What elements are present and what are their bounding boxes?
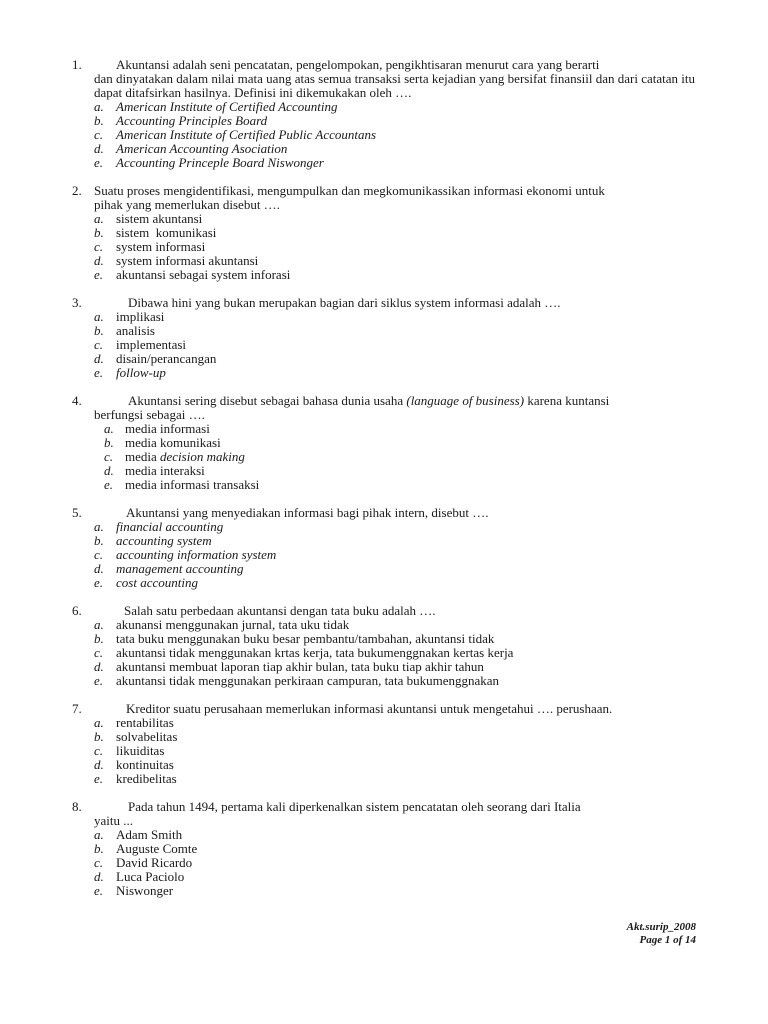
option-letter: c.	[104, 449, 114, 464]
question-text-continued: berfungsi sebagai ….	[94, 407, 205, 422]
option-text: media informasi	[125, 421, 210, 436]
option-text: Luca Paciolo	[116, 869, 185, 884]
option-d	[72, 142, 712, 156]
question-3	[72, 296, 712, 380]
question-text-part: Akuntansi sering disebut sebagai bahasa dunia usaha	[128, 393, 407, 408]
question-4	[72, 394, 712, 492]
option-letter: a.	[94, 715, 104, 730]
option-a	[72, 828, 712, 842]
question-text: Salah satu perbedaan akuntansi dengan tata buku adalah ….	[124, 603, 436, 618]
question-stem	[72, 58, 712, 100]
question-text: Kreditor suatu perusahaan memerlukan informasi akuntansi untuk mengetahui …. perushaan.	[126, 701, 613, 716]
option-text: likuiditas	[116, 743, 165, 758]
option-text: David Ricardo	[116, 855, 193, 870]
option-e	[72, 478, 712, 492]
page-footer	[627, 921, 696, 947]
option-text-italic: decision making	[160, 449, 245, 464]
question-5	[72, 506, 712, 590]
question-text: Akuntansi yang menyediakan informasi bagi pihak intern, disebut ….	[126, 505, 489, 520]
option-e	[72, 366, 712, 380]
option-b	[72, 632, 712, 646]
footer-author: Akt.surip_2008	[626, 921, 696, 933]
option-letter: c.	[94, 337, 104, 352]
option-text: kontinuitas	[116, 757, 174, 772]
question-text-continued: pihak yang memerlukan disebut ….	[94, 197, 280, 212]
question-text: Akuntansi adalah seni pencatatan, pengelompokan, pengikhtisaran menurut cara yang berarti	[116, 57, 600, 72]
option-text: implementasi	[116, 337, 187, 352]
option-letter: a.	[94, 519, 104, 534]
option-text: akuntansi membuat laporan tiap akhir bulan, tata buku tiap akhir tahun	[116, 659, 484, 674]
option-b	[72, 534, 712, 548]
option-letter: e.	[94, 771, 104, 786]
option-a	[72, 422, 712, 436]
question-text-part: karena kuntansi	[524, 393, 610, 408]
option-c	[72, 240, 712, 254]
question-stem	[72, 604, 712, 618]
option-e	[72, 268, 712, 282]
option-text: accounting system	[116, 533, 212, 548]
option-d	[72, 870, 712, 884]
question-text	[94, 394, 712, 408]
option-letter: c.	[94, 645, 104, 660]
question-number: 2.	[72, 183, 82, 198]
option-text: Auguste Comte	[116, 841, 198, 856]
option-d	[72, 758, 712, 772]
option-d	[72, 254, 712, 268]
question-7	[72, 702, 712, 786]
option-letter: c.	[94, 855, 104, 870]
question-6	[72, 604, 712, 688]
option-letter: e.	[94, 365, 104, 380]
option-text: media interaksi	[125, 463, 205, 478]
option-letter: a.	[94, 309, 104, 324]
question-stem	[72, 296, 712, 310]
question-1	[72, 58, 712, 170]
option-text: financial accounting	[116, 519, 224, 534]
option-text: management accounting	[116, 561, 244, 576]
option-text: solvabelitas	[116, 729, 178, 744]
option-c	[72, 338, 712, 352]
option-b	[72, 324, 712, 338]
option-text: cost accounting	[116, 575, 198, 590]
option-c	[72, 450, 712, 464]
option-c	[72, 646, 712, 660]
option-letter: b.	[94, 113, 104, 128]
option-text: analisis	[116, 323, 155, 338]
option-c	[72, 856, 712, 870]
question-text-continued: dan dinyatakan dalam nilai mata uang atas semua transaksi serta kejadian yang bersifat finansiil dan dari catatan itu dapat ditafsirkan hasilnya. Definisi ini dikemukakan oleh ….	[94, 71, 696, 100]
question-text-italic: (language of business)	[406, 393, 525, 408]
option-letter: e.	[94, 673, 104, 688]
option-letter: e.	[104, 477, 114, 492]
option-text: accounting information system	[116, 547, 277, 562]
option-letter: b.	[94, 841, 104, 856]
option-c	[72, 744, 712, 758]
option-b	[72, 842, 712, 856]
question-number: 7.	[72, 701, 82, 716]
option-letter: b.	[94, 729, 104, 744]
option-text: tata buku menggunakan buku besar pembantu/tambahan, akuntansi tidak	[116, 631, 495, 646]
option-text: sistem akuntansi	[116, 211, 203, 226]
question-number: 6.	[72, 603, 82, 618]
option-d	[72, 562, 712, 576]
option-b	[72, 436, 712, 450]
option-a	[72, 212, 712, 226]
question-8	[72, 800, 712, 898]
question-stem	[72, 184, 712, 212]
option-letter: d.	[94, 253, 104, 268]
option-letter: d.	[94, 141, 104, 156]
option-letter: b.	[94, 225, 104, 240]
option-text: media informasi transaksi	[125, 477, 260, 492]
option-text: system informasi	[116, 239, 206, 254]
option-a	[72, 520, 712, 534]
question-text: Pada tahun 1494, pertama kali diperkenalkan sistem pencatatan oleh seorang dari Italia	[128, 799, 581, 814]
option-e	[72, 884, 712, 898]
option-letter: c.	[94, 743, 104, 758]
option-text: sistem komunikasi	[116, 225, 217, 240]
option-text: rentabilitas	[116, 715, 174, 730]
option-letter: a.	[94, 211, 104, 226]
option-letter: a.	[94, 617, 104, 632]
option-d	[72, 352, 712, 366]
option-letter: d.	[94, 869, 104, 884]
option-text: media	[125, 449, 161, 464]
option-text: implikasi	[116, 309, 165, 324]
option-text: American Institute of Certified Accounting	[116, 99, 338, 114]
option-letter: a.	[94, 827, 104, 842]
option-b	[72, 226, 712, 240]
question-number: 3.	[72, 295, 82, 310]
option-letter: d.	[94, 561, 104, 576]
option-text: akuntansi tidak menggunakan krtas kerja, tata bukumenggnakan kertas kerja	[116, 645, 514, 660]
question-2	[72, 184, 712, 282]
option-letter: b.	[94, 533, 104, 548]
option-b	[72, 730, 712, 744]
question-stem	[72, 702, 712, 716]
option-text: Niswonger	[116, 883, 174, 898]
question-number: 5.	[72, 505, 82, 520]
option-c	[72, 128, 712, 142]
option-a	[72, 618, 712, 632]
option-letter: e.	[94, 155, 104, 170]
option-text: akunansi menggunakan jurnal, tata uku tidak	[116, 617, 350, 632]
option-e	[72, 772, 712, 786]
option-text: Accounting Princeple Board Niswonger	[116, 155, 324, 170]
option-e	[72, 674, 712, 688]
option-letter: d.	[104, 463, 114, 478]
question-stem	[72, 506, 712, 520]
option-text: disain/perancangan	[116, 351, 217, 366]
option-c	[72, 548, 712, 562]
option-letter: e.	[94, 575, 104, 590]
option-text: akuntansi tidak menggunakan perkiraan campuran, tata bukumenggnakan	[116, 673, 500, 688]
option-a	[72, 310, 712, 324]
option-letter: e.	[94, 267, 104, 282]
option-text: Accounting Principles Board	[116, 113, 268, 128]
option-text: kredibelitas	[116, 771, 177, 786]
question-number: 8.	[72, 799, 82, 814]
option-text: akuntansi sebagai system inforasi	[116, 267, 291, 282]
option-letter: b.	[104, 435, 114, 450]
option-text: media komunikasi	[125, 435, 221, 450]
option-text: American Accounting Asociation	[116, 141, 288, 156]
question-number: 1.	[72, 57, 82, 72]
option-letter: c.	[94, 127, 104, 142]
question-stem	[72, 800, 712, 828]
option-d	[72, 660, 712, 674]
option-text: American Institute of Certified Public Accountans	[116, 127, 377, 142]
option-letter: e.	[94, 883, 104, 898]
question-number: 4.	[72, 393, 82, 408]
option-e	[72, 576, 712, 590]
question-text: Dibawa hini yang bukan merupakan bagian dari siklus system informasi adalah ….	[128, 295, 561, 310]
option-text: Adam Smith	[116, 827, 183, 842]
option-letter: c.	[94, 547, 104, 562]
option-text: system informasi akuntansi	[116, 253, 259, 268]
option-letter: d.	[94, 757, 104, 772]
option-e	[72, 156, 712, 170]
page-number: Page 1 of 14	[639, 934, 696, 946]
option-letter: c.	[94, 239, 104, 254]
question-stem	[72, 394, 712, 422]
option-letter: d.	[94, 659, 104, 674]
question-text-continued: yaitu ...	[94, 813, 133, 828]
option-letter: d.	[94, 351, 104, 366]
option-a	[72, 100, 712, 114]
option-d	[72, 464, 712, 478]
option-b	[72, 114, 712, 128]
option-a	[72, 716, 712, 730]
option-text: follow-up	[116, 365, 166, 380]
option-letter: b.	[94, 631, 104, 646]
option-letter: a.	[94, 99, 104, 114]
question-text: Suatu proses mengidentifikasi, mengumpulkan dan megkomunikassikan informasi ekonomi untuk	[94, 183, 605, 198]
option-letter: a.	[104, 421, 114, 436]
option-letter: b.	[94, 323, 104, 338]
